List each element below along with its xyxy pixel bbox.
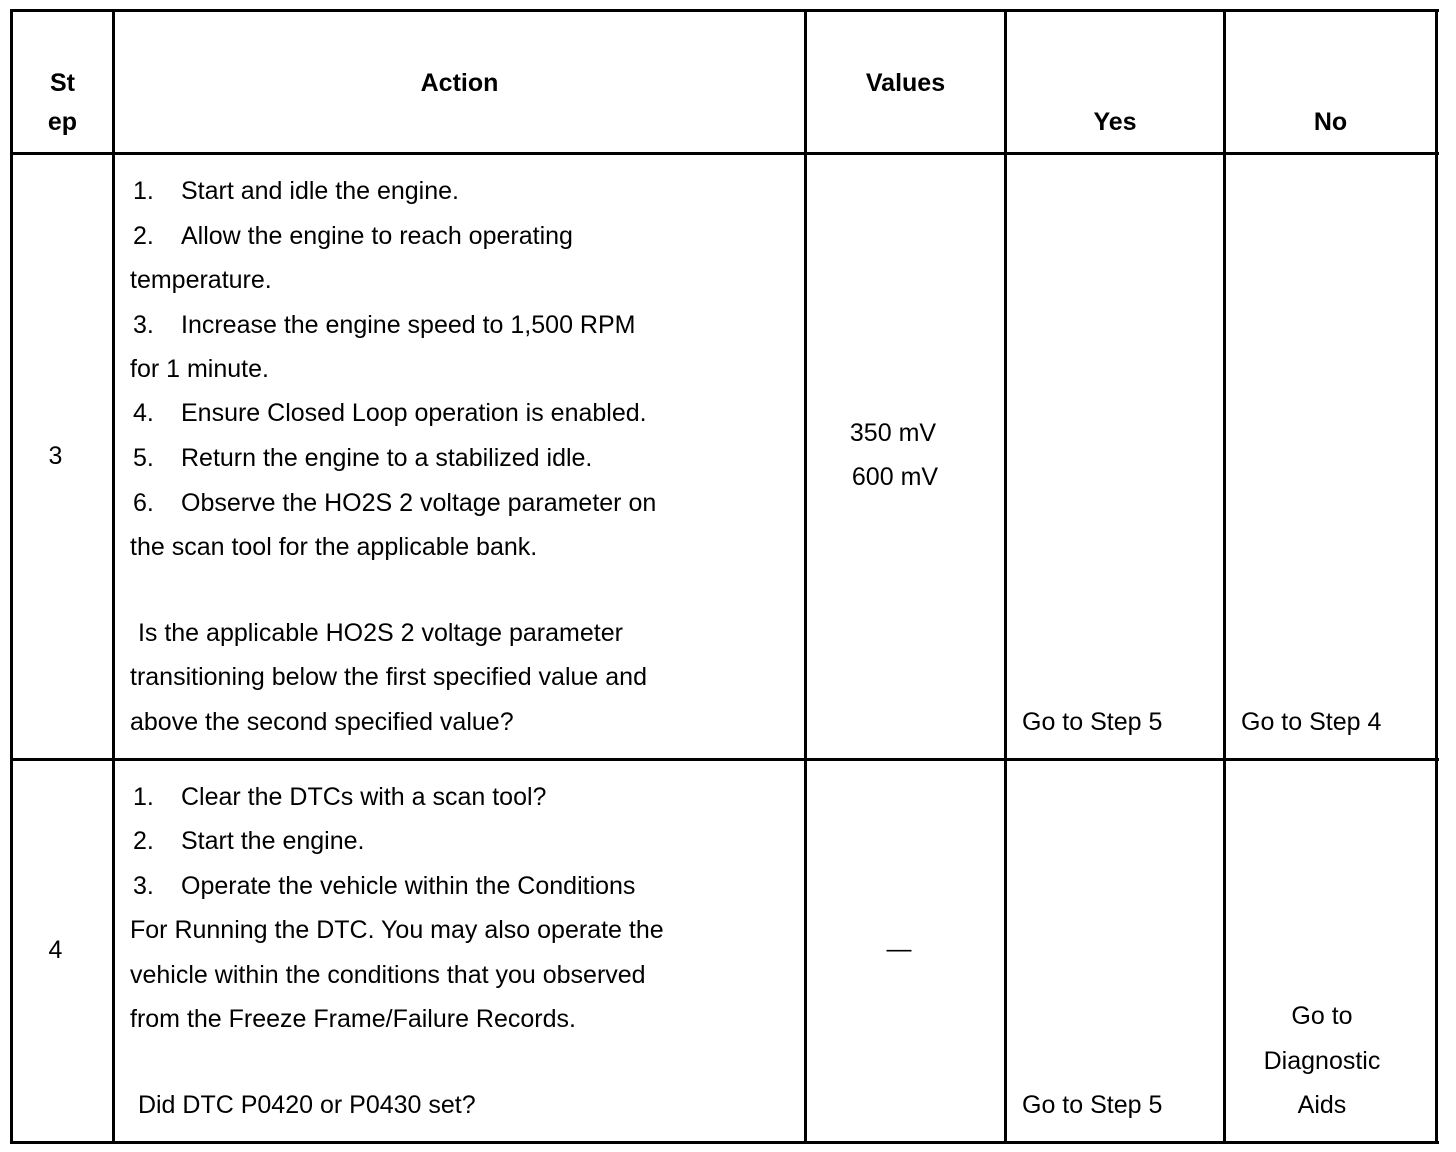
header-step-line2: ep [47, 108, 78, 136]
action-item-4 [133, 398, 647, 428]
no-outcome-line: Diagnostic [1263, 1047, 1381, 1075]
action-question-line: Is the applicable HO2S 2 voltage parameter [131, 619, 623, 647]
action-item-continuation: temperature. [130, 266, 272, 294]
action-item-number: 3. [133, 872, 154, 900]
action-item-number: 1. [133, 783, 154, 811]
action-item-6 [133, 488, 656, 518]
action-item-3 [133, 310, 635, 340]
no-outcome-line: Aids [1297, 1091, 1347, 1119]
header-values: Values [865, 69, 946, 97]
action-item-text: Increase the engine speed to 1,500 RPM [181, 311, 636, 339]
action-item-text: Operate the vehicle within the Conditions [181, 872, 636, 900]
step-number: 4 [48, 936, 63, 964]
col-divider-yes [1223, 9, 1226, 1144]
action-item-text: Start the engine. [181, 827, 365, 855]
action-continuation-line: vehicle within the conditions that you observed [130, 961, 646, 989]
yes-outcome: Go to Step 5 [1022, 708, 1163, 736]
action-item-text: Observe the HO2S 2 voltage parameter on [181, 489, 657, 517]
yes-outcome: Go to Step 5 [1022, 1091, 1163, 1119]
header-no: No [1313, 108, 1348, 136]
col-divider-step [112, 9, 115, 1144]
value-line: 600 mV [851, 463, 939, 491]
action-item-number: 4. [133, 399, 154, 427]
action-item-text: Allow the engine to reach operating [181, 222, 573, 250]
action-item-text: Return the engine to a stabilized idle. [181, 444, 593, 472]
table-border-right [1435, 9, 1438, 1144]
action-item-number: 6. [133, 489, 154, 517]
action-item-number: 2. [133, 222, 154, 250]
action-item-text: Start and idle the engine. [181, 177, 459, 205]
action-question-line: above the second specified value? [130, 708, 514, 736]
action-item-2 [133, 221, 573, 251]
no-outcome-line: Go to [1291, 1002, 1353, 1030]
table-border-left [10, 9, 13, 1144]
action-item-text: Ensure Closed Loop operation is enabled. [181, 399, 647, 427]
col-divider-values [1004, 9, 1007, 1144]
value-line: 350 mV [849, 419, 937, 447]
action-item-text: Clear the DTCs with a scan tool? [181, 783, 547, 811]
action-item-number: 3. [133, 311, 154, 339]
action-item-1 [133, 782, 546, 812]
action-item-number: 2. [133, 827, 154, 855]
no-outcome-line: Go to Step 4 [1241, 708, 1382, 736]
action-item-5 [133, 443, 592, 473]
col-divider-action [804, 9, 807, 1144]
action-item-number: 5. [133, 444, 154, 472]
step-number: 3 [48, 442, 63, 470]
action-item-continuation: for 1 minute. [130, 355, 269, 383]
action-item-3 [133, 871, 635, 901]
header-yes: Yes [1093, 108, 1137, 136]
header-action: Action [420, 69, 499, 97]
header-step [13, 64, 112, 142]
action-item-continuation: the scan tool for the applicable bank. [130, 533, 538, 561]
action-continuation-line: For Running the DTC. You may also operate the [130, 916, 664, 944]
header-step-line1: St [50, 69, 75, 97]
action-item-number: 1. [133, 177, 154, 205]
action-item-1 [133, 176, 459, 206]
action-continuation-line: from the Freeze Frame/Failure Records. [130, 1005, 576, 1033]
action-item-2 [133, 826, 364, 856]
action-question-line: transitioning below the first specified value and [130, 663, 647, 691]
action-question-line: Did DTC P0420 or P0430 set? [131, 1091, 476, 1119]
value-line: — [886, 935, 912, 963]
